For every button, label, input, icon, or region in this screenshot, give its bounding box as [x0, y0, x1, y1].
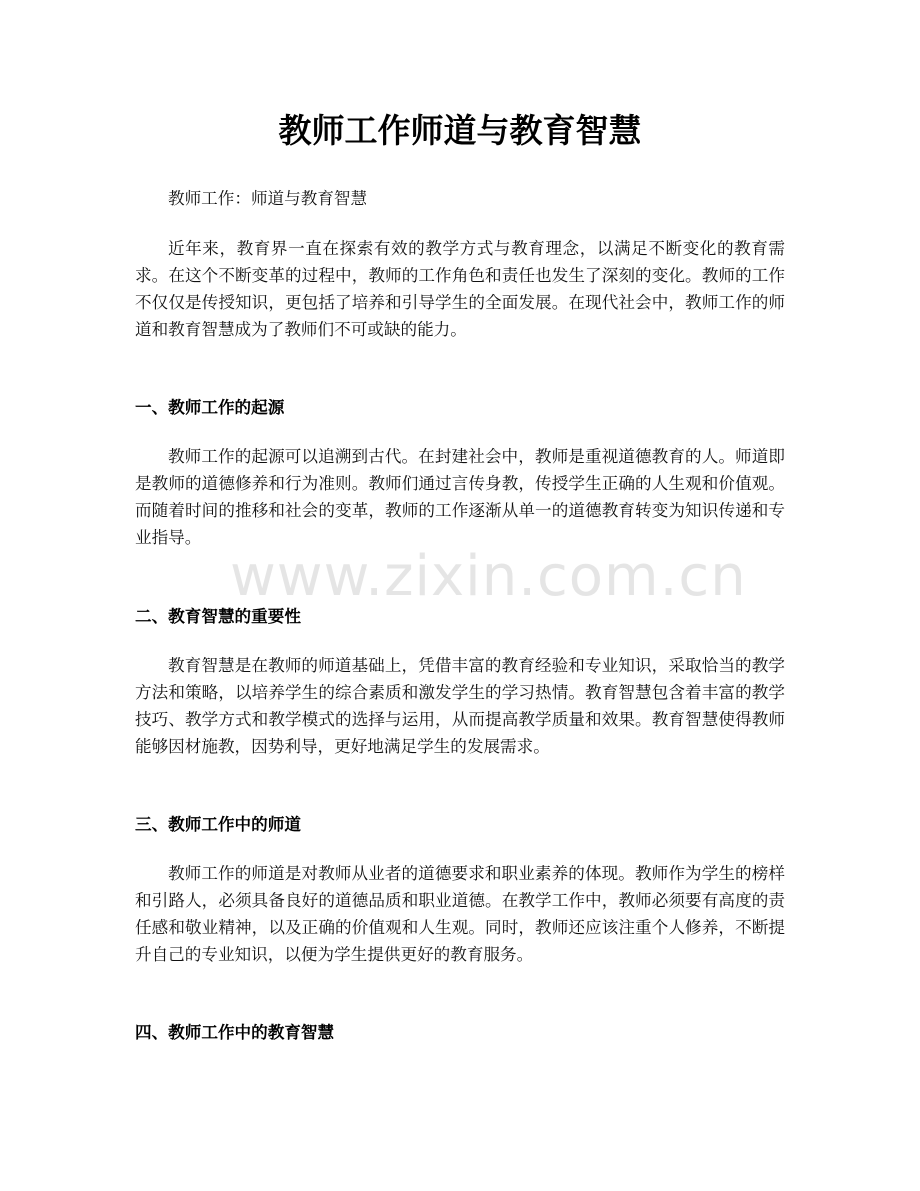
section-body-3: 教师工作的师道是对教师从业者的道德要求和职业素养的体现。教师作为学生的榜样和引路人，必须具备良好的道德品质和职业道德。在教学工作中，教师必须要有高度的责任感和敬业精神，以及正确的价值观和人生观。同时，教师还应该注重个人修养，不断提升自己的专业知识，以便为学生提供更好的教育服务。	[135, 864, 785, 964]
document-subtitle: 教师工作：师道与教育智慧	[168, 189, 368, 208]
section-heading-4: 四、教师工作中的教育智慧	[135, 1023, 335, 1042]
intro-paragraph: 近年来，教育界一直在探索有效的教学方式与教育理念，以满足不断变化的教育需求。在这个不断变革的过程中，教师的工作角色和责任也发生了深刻的变化。教师的工作不仅仅是传授知识，更包括了培养和引导学生的全面发展。在现代社会中，教师工作的师道和教育智慧成为了教师们不可或缺的能力。	[135, 239, 785, 339]
section-body-1: 教师工作的起源可以追溯到古代。在封建社会中，教师是重视道德教育的人。师道即是教师的道德修养和行为准则。教师们通过言传身教，传授学生正确的人生观和价值观。而随着时间的推移和社会的变革，教师的工作逐渐从单一的道德教育转变为知识传递和专业指导。	[135, 447, 785, 547]
section-heading-2: 二、教育智慧的重要性	[135, 607, 301, 626]
document-title: 教师工作师道与教育智慧	[278, 111, 642, 150]
section-heading-1: 一、教师工作的起源	[135, 398, 285, 417]
watermark: www.zixin.com.cn	[230, 544, 747, 609]
section-body-2: 教育智慧是在教师的师道基础上，凭借丰富的教育经验和专业知识，采取恰当的教学方法和策略，以培养学生的综合素质和激发学生的学习热情。教育智慧包含着丰富的教学技巧、教学方式和教学模式的选择与运用，从而提高教学质量和效果。教育智慧使得教师能够因材施教，因势利导，更好地满足学生的发展需求。	[135, 656, 785, 756]
section-heading-3: 三、教师工作中的师道	[135, 815, 301, 834]
